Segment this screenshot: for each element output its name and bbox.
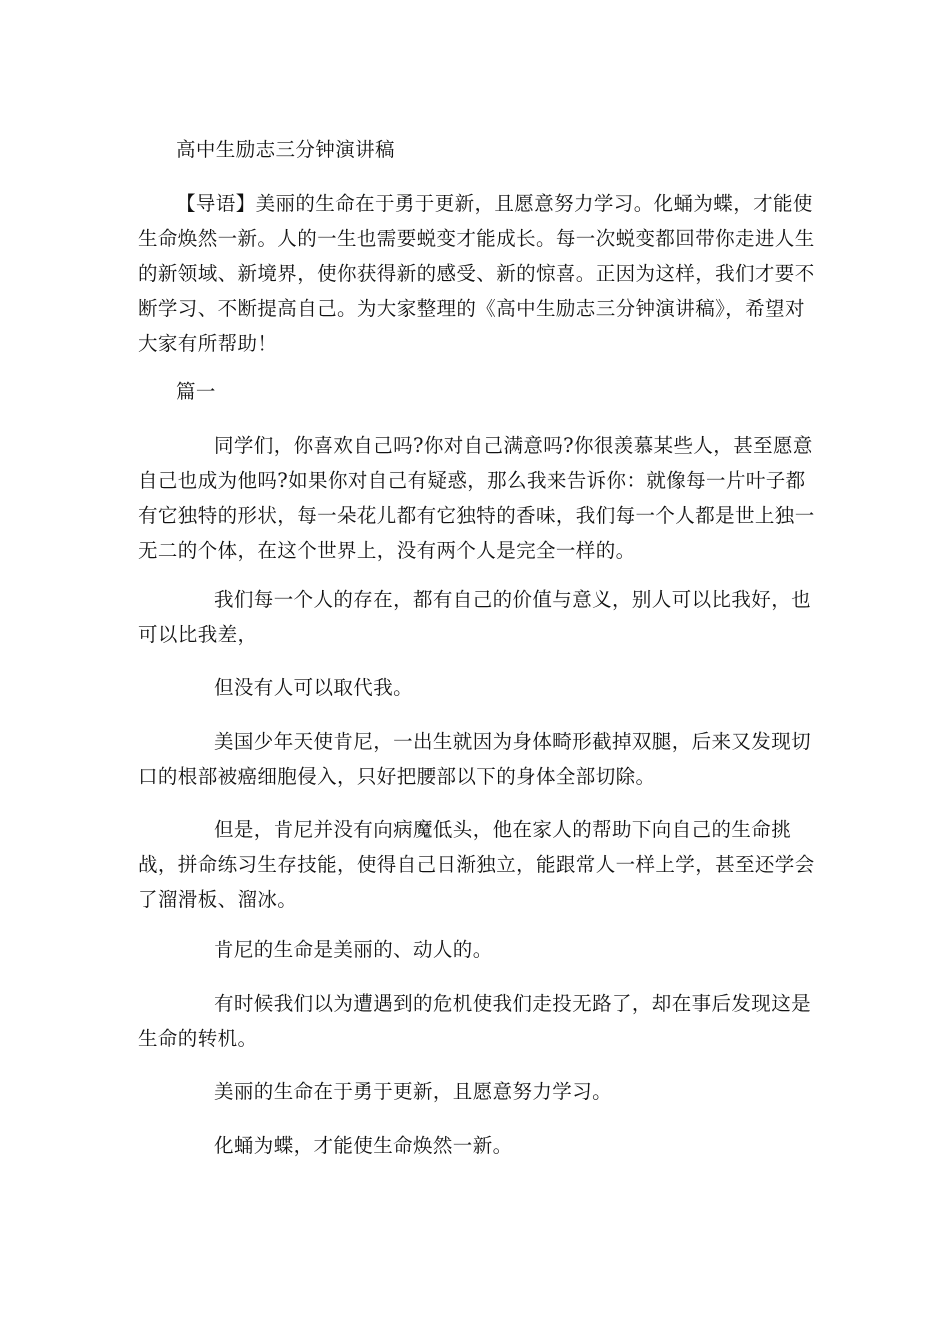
body-paragraph-2: 我们每一个人的存在，都有自己的价值与意义，别人可以比我好，也可以比我差， bbox=[138, 588, 812, 646]
body-paragraph-9: 化蛹为蝶，才能使生命焕然一新。 bbox=[214, 1134, 513, 1157]
body-paragraph-8: 美丽的生命在于勇于更新，且愿意努力学习。 bbox=[214, 1080, 613, 1103]
body-paragraph-4: 美国少年天使肯尼，一出生就因为身体畸形截掉双腿，后来又发现切口的根部被癌细胞侵入，只好把腰部以下的身体全部切除。 bbox=[138, 730, 812, 788]
section-heading: 篇一 bbox=[176, 380, 216, 403]
intro-paragraph: 【导语】美丽的生命在于勇于更新，且愿意努力学习。化蛹为蝶，才能使生命焕然一新。人的一生也需要蜕变才能成长。每一次蜕变都回带你走进人生的新领域、新境界，使你获得新的感受、新的惊喜。正因为这样，我们才要不断学习、不断提高自己。为大家整理的《高中生励志三分钟演讲稿》，希望对大家有所帮助！ bbox=[138, 192, 815, 355]
body-paragraph-3: 但没有人可以取代我。 bbox=[214, 676, 414, 699]
document-title: 高中生励志三分钟演讲稿 bbox=[176, 138, 395, 161]
body-paragraph-6: 肯尼的生命是美丽的、动人的。 bbox=[214, 938, 493, 961]
body-paragraph-1: 同学们，你喜欢自己吗?你对自己满意吗?你很羡慕某些人，甚至愿意自己也成为他吗?如果你对自己有疑惑，那么我来告诉你：就像每一片叶子都有它独特的形状，每一朵花儿都有它独特的香味，我们每一个人都是世上独一无二的个体，在这个世界上，没有两个人是完全一样的。 bbox=[138, 434, 815, 562]
body-paragraph-7: 有时候我们以为遭遇到的危机使我们走投无路了，却在事后发现这是生命的转机。 bbox=[138, 992, 812, 1050]
body-paragraph-5: 但是，肯尼并没有向病魔低头，他在家人的帮助下向自己的生命挑战，拼命练习生存技能，使得自己日渐独立，能跟常人一样上学，甚至还学会了溜滑板、溜冰。 bbox=[138, 818, 815, 911]
